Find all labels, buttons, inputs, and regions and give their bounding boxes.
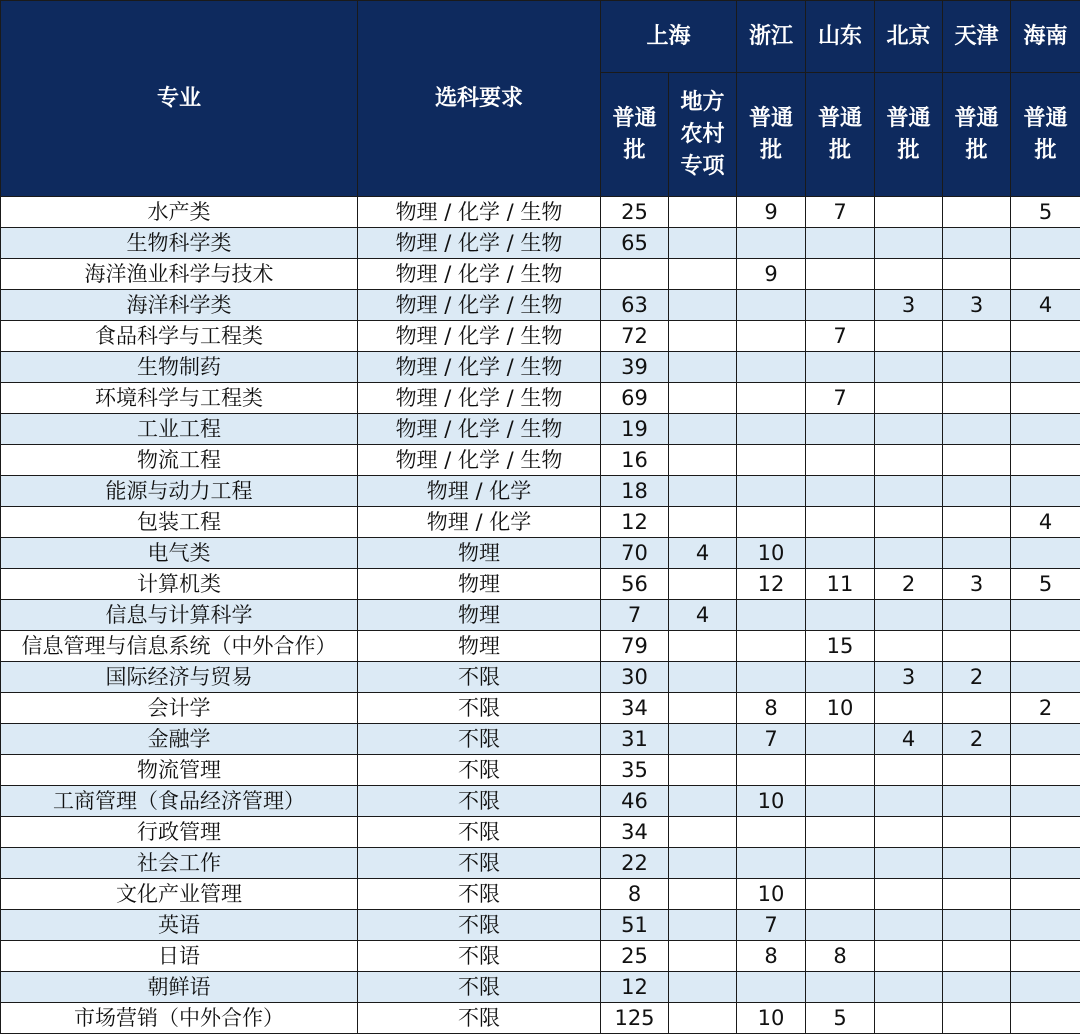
- cell-shanghai-regular: 56: [601, 569, 669, 600]
- cell-beijing-regular: [875, 476, 943, 507]
- cell-hainan-regular: [1011, 910, 1080, 941]
- cell-shanghai-regular: 22: [601, 848, 669, 879]
- cell-zhejiang-regular: 7: [737, 910, 806, 941]
- cell-tianjin-regular: [943, 507, 1011, 538]
- cell-beijing-regular: [875, 383, 943, 414]
- header-province-shanghai: 上海: [601, 1, 737, 73]
- cell-beijing-regular: 2: [875, 569, 943, 600]
- cell-subject-requirement: 物理 / 化学 / 生物: [358, 383, 601, 414]
- cell-shanghai-rural: [669, 662, 737, 693]
- cell-shanghai-regular: [601, 259, 669, 290]
- cell-beijing-regular: [875, 693, 943, 724]
- cell-hainan-regular: 2: [1011, 693, 1080, 724]
- cell-shanghai-regular: 65: [601, 228, 669, 259]
- cell-beijing-regular: [875, 228, 943, 259]
- cell-shanghai-regular: 19: [601, 414, 669, 445]
- cell-major: 生物制药: [1, 352, 358, 383]
- cell-shandong-regular: [806, 538, 875, 569]
- header-batch-sh-regular: 普通批: [601, 73, 669, 197]
- table-row: [1, 259, 1080, 290]
- cell-beijing-regular: [875, 817, 943, 848]
- cell-shanghai-regular: 12: [601, 507, 669, 538]
- cell-tianjin-regular: [943, 1003, 1011, 1034]
- cell-shanghai-regular: 72: [601, 321, 669, 352]
- cell-shandong-regular: [806, 972, 875, 1003]
- table-row: [1, 693, 1080, 724]
- cell-shanghai-rural: [669, 259, 737, 290]
- header-batch-zj-regular: 普通批: [737, 73, 806, 197]
- table-row: [1, 631, 1080, 662]
- cell-shanghai-regular: 70: [601, 538, 669, 569]
- header-province-shandong: 山东: [806, 1, 875, 73]
- cell-major: 能源与动力工程: [1, 476, 358, 507]
- cell-shanghai-regular: 79: [601, 631, 669, 662]
- cell-hainan-regular: [1011, 352, 1080, 383]
- header-batch-bj-regular: 普通批: [875, 73, 943, 197]
- table-row: [1, 600, 1080, 631]
- cell-shanghai-rural: 4: [669, 600, 737, 631]
- cell-beijing-regular: [875, 755, 943, 786]
- cell-hainan-regular: [1011, 383, 1080, 414]
- cell-beijing-regular: [875, 197, 943, 228]
- cell-shanghai-regular: 69: [601, 383, 669, 414]
- cell-shanghai-rural: [669, 941, 737, 972]
- cell-major: 会计学: [1, 693, 358, 724]
- table-row: [1, 755, 1080, 786]
- cell-shanghai-regular: 16: [601, 445, 669, 476]
- cell-subject-requirement: 不限: [358, 972, 601, 1003]
- cell-tianjin-regular: 3: [943, 569, 1011, 600]
- cell-shanghai-rural: [669, 290, 737, 321]
- cell-shanghai-rural: [669, 631, 737, 662]
- cell-hainan-regular: [1011, 259, 1080, 290]
- cell-shanghai-rural: [669, 383, 737, 414]
- cell-major: 计算机类: [1, 569, 358, 600]
- cell-zhejiang-regular: 12: [737, 569, 806, 600]
- cell-tianjin-regular: [943, 786, 1011, 817]
- cell-zhejiang-regular: [737, 290, 806, 321]
- cell-tianjin-regular: [943, 879, 1011, 910]
- table-row: [1, 352, 1080, 383]
- cell-hainan-regular: [1011, 321, 1080, 352]
- cell-subject-requirement: 不限: [358, 848, 601, 879]
- cell-subject-requirement: 物理 / 化学 / 生物: [358, 352, 601, 383]
- cell-tianjin-regular: [943, 755, 1011, 786]
- table-row: [1, 507, 1080, 538]
- cell-major: 英语: [1, 910, 358, 941]
- cell-beijing-regular: [875, 848, 943, 879]
- table-row: [1, 910, 1080, 941]
- header-province-hainan: 海南: [1011, 1, 1080, 73]
- cell-beijing-regular: [875, 910, 943, 941]
- cell-zhejiang-regular: 10: [737, 786, 806, 817]
- cell-shanghai-regular: 63: [601, 290, 669, 321]
- cell-shandong-regular: [806, 507, 875, 538]
- cell-shanghai-rural: [669, 228, 737, 259]
- cell-zhejiang-regular: [737, 972, 806, 1003]
- header-province-beijing: 北京: [875, 1, 943, 73]
- cell-subject-requirement: 不限: [358, 662, 601, 693]
- cell-tianjin-regular: 2: [943, 724, 1011, 755]
- cell-shandong-regular: [806, 352, 875, 383]
- cell-shanghai-rural: [669, 910, 737, 941]
- cell-shandong-regular: [806, 662, 875, 693]
- cell-zhejiang-regular: [737, 600, 806, 631]
- cell-hainan-regular: 5: [1011, 197, 1080, 228]
- cell-shandong-regular: [806, 414, 875, 445]
- cell-hainan-regular: [1011, 786, 1080, 817]
- cell-beijing-regular: [875, 538, 943, 569]
- cell-shanghai-regular: 51: [601, 910, 669, 941]
- cell-shandong-regular: [806, 259, 875, 290]
- header-batch-tj-regular: 普通批: [943, 73, 1011, 197]
- cell-shanghai-rural: [669, 414, 737, 445]
- table-row: [1, 383, 1080, 414]
- cell-shanghai-regular: 34: [601, 817, 669, 848]
- cell-shanghai-regular: 12: [601, 972, 669, 1003]
- cell-hainan-regular: [1011, 972, 1080, 1003]
- cell-tianjin-regular: [943, 383, 1011, 414]
- header-major: 专业: [1, 1, 358, 197]
- cell-zhejiang-regular: [737, 445, 806, 476]
- cell-tianjin-regular: [943, 538, 1011, 569]
- cell-beijing-regular: [875, 321, 943, 352]
- table-row: [1, 445, 1080, 476]
- cell-shandong-regular: [806, 600, 875, 631]
- cell-shandong-regular: 10: [806, 693, 875, 724]
- cell-zhejiang-regular: [737, 476, 806, 507]
- cell-subject-requirement: 物理: [358, 631, 601, 662]
- cell-major: 包装工程: [1, 507, 358, 538]
- cell-subject-requirement: 物理 / 化学 / 生物: [358, 197, 601, 228]
- cell-zhejiang-regular: 10: [737, 538, 806, 569]
- cell-major: 水产类: [1, 197, 358, 228]
- header-batch-sd-regular: 普通批: [806, 73, 875, 197]
- cell-major: 国际经济与贸易: [1, 662, 358, 693]
- cell-tianjin-regular: [943, 352, 1011, 383]
- table-row: [1, 972, 1080, 1003]
- cell-subject-requirement: 物理 / 化学 / 生物: [358, 321, 601, 352]
- cell-beijing-regular: [875, 445, 943, 476]
- cell-zhejiang-regular: [737, 228, 806, 259]
- cell-hainan-regular: [1011, 631, 1080, 662]
- cell-hainan-regular: [1011, 941, 1080, 972]
- table-row: [1, 569, 1080, 600]
- cell-tianjin-regular: 3: [943, 290, 1011, 321]
- cell-shanghai-regular: 34: [601, 693, 669, 724]
- cell-subject-requirement: 物理 / 化学 / 生物: [358, 228, 601, 259]
- table-row: [1, 786, 1080, 817]
- cell-major: 市场营销（中外合作）: [1, 1003, 358, 1034]
- cell-shandong-regular: [806, 724, 875, 755]
- cell-shanghai-rural: 4: [669, 538, 737, 569]
- cell-shanghai-rural: [669, 569, 737, 600]
- cell-shanghai-regular: 125: [601, 1003, 669, 1034]
- cell-major: 行政管理: [1, 817, 358, 848]
- header-row-provinces: [1, 1, 1080, 73]
- cell-tianjin-regular: [943, 941, 1011, 972]
- cell-shanghai-rural: [669, 972, 737, 1003]
- cell-zhejiang-regular: [737, 848, 806, 879]
- table-row: [1, 662, 1080, 693]
- cell-major: 信息与计算科学: [1, 600, 358, 631]
- cell-hainan-regular: [1011, 445, 1080, 476]
- cell-hainan-regular: 4: [1011, 507, 1080, 538]
- cell-shanghai-regular: 8: [601, 879, 669, 910]
- cell-subject-requirement: 物理 / 化学: [358, 507, 601, 538]
- cell-shandong-regular: 7: [806, 197, 875, 228]
- cell-shandong-regular: [806, 228, 875, 259]
- cell-hainan-regular: [1011, 476, 1080, 507]
- cell-beijing-regular: [875, 631, 943, 662]
- cell-shanghai-regular: 46: [601, 786, 669, 817]
- cell-shandong-regular: [806, 879, 875, 910]
- cell-subject-requirement: 物理 / 化学 / 生物: [358, 290, 601, 321]
- cell-shandong-regular: [806, 817, 875, 848]
- table-row: [1, 538, 1080, 569]
- cell-major: 金融学: [1, 724, 358, 755]
- table-row: [1, 848, 1080, 879]
- cell-shandong-regular: [806, 445, 875, 476]
- cell-subject-requirement: 不限: [358, 786, 601, 817]
- cell-tianjin-regular: [943, 228, 1011, 259]
- cell-subject-requirement: 物理: [358, 538, 601, 569]
- cell-hainan-regular: [1011, 755, 1080, 786]
- cell-hainan-regular: [1011, 600, 1080, 631]
- cell-shandong-regular: 7: [806, 383, 875, 414]
- cell-zhejiang-regular: [737, 631, 806, 662]
- cell-beijing-regular: [875, 972, 943, 1003]
- cell-zhejiang-regular: 8: [737, 941, 806, 972]
- cell-shanghai-regular: 25: [601, 197, 669, 228]
- cell-hainan-regular: [1011, 662, 1080, 693]
- cell-shanghai-rural: [669, 786, 737, 817]
- cell-zhejiang-regular: 10: [737, 879, 806, 910]
- cell-hainan-regular: [1011, 817, 1080, 848]
- cell-shanghai-regular: 39: [601, 352, 669, 383]
- cell-zhejiang-regular: [737, 383, 806, 414]
- cell-zhejiang-regular: 8: [737, 693, 806, 724]
- cell-subject-requirement: 物理 / 化学: [358, 476, 601, 507]
- cell-major: 社会工作: [1, 848, 358, 879]
- cell-shandong-regular: [806, 910, 875, 941]
- cell-shanghai-regular: 18: [601, 476, 669, 507]
- cell-shandong-regular: [806, 848, 875, 879]
- cell-major: 电气类: [1, 538, 358, 569]
- cell-zhejiang-regular: [737, 414, 806, 445]
- cell-major: 物流管理: [1, 755, 358, 786]
- cell-major: 文化产业管理: [1, 879, 358, 910]
- cell-tianjin-regular: [943, 631, 1011, 662]
- cell-subject-requirement: 物理 / 化学 / 生物: [358, 445, 601, 476]
- cell-subject-requirement: 不限: [358, 1003, 601, 1034]
- cell-major: 物流工程: [1, 445, 358, 476]
- cell-tianjin-regular: [943, 817, 1011, 848]
- cell-major: 海洋科学类: [1, 290, 358, 321]
- cell-tianjin-regular: [943, 321, 1011, 352]
- cell-tianjin-regular: [943, 197, 1011, 228]
- table-row: [1, 879, 1080, 910]
- table-row: [1, 290, 1080, 321]
- cell-zhejiang-regular: [737, 662, 806, 693]
- cell-beijing-regular: 3: [875, 290, 943, 321]
- cell-shanghai-rural: [669, 817, 737, 848]
- cell-major: 海洋渔业科学与技术: [1, 259, 358, 290]
- cell-major: 环境科学与工程类: [1, 383, 358, 414]
- cell-tianjin-regular: [943, 910, 1011, 941]
- cell-hainan-regular: [1011, 1003, 1080, 1034]
- table-row: [1, 817, 1080, 848]
- cell-subject-requirement: 不限: [358, 755, 601, 786]
- table-body: [1, 197, 1080, 1034]
- cell-hainan-regular: 5: [1011, 569, 1080, 600]
- cell-shanghai-regular: 30: [601, 662, 669, 693]
- cell-tianjin-regular: [943, 445, 1011, 476]
- cell-shandong-regular: 8: [806, 941, 875, 972]
- cell-subject-requirement: 物理 / 化学 / 生物: [358, 414, 601, 445]
- cell-zhejiang-regular: [737, 755, 806, 786]
- cell-subject-requirement: 不限: [358, 693, 601, 724]
- cell-major: 生物科学类: [1, 228, 358, 259]
- cell-shanghai-rural: [669, 507, 737, 538]
- cell-shanghai-rural: [669, 352, 737, 383]
- cell-subject-requirement: 不限: [358, 724, 601, 755]
- cell-hainan-regular: [1011, 414, 1080, 445]
- cell-tianjin-regular: [943, 414, 1011, 445]
- cell-major: 工业工程: [1, 414, 358, 445]
- cell-shandong-regular: [806, 476, 875, 507]
- cell-shanghai-rural: [669, 755, 737, 786]
- table-row: [1, 228, 1080, 259]
- cell-zhejiang-regular: 9: [737, 259, 806, 290]
- header-province-zhejiang: 浙江: [737, 1, 806, 73]
- cell-hainan-regular: 4: [1011, 290, 1080, 321]
- cell-tianjin-regular: [943, 600, 1011, 631]
- cell-shanghai-rural: [669, 693, 737, 724]
- cell-beijing-regular: [875, 879, 943, 910]
- cell-tianjin-regular: [943, 972, 1011, 1003]
- cell-shandong-regular: [806, 786, 875, 817]
- header-province-tianjin: 天津: [943, 1, 1011, 73]
- cell-shandong-regular: [806, 755, 875, 786]
- cell-shanghai-rural: [669, 476, 737, 507]
- table-row: [1, 724, 1080, 755]
- cell-subject-requirement: 物理 / 化学 / 生物: [358, 259, 601, 290]
- cell-hainan-regular: [1011, 538, 1080, 569]
- table-row: [1, 476, 1080, 507]
- cell-tianjin-regular: [943, 848, 1011, 879]
- cell-subject-requirement: 不限: [358, 910, 601, 941]
- cell-zhejiang-regular: [737, 507, 806, 538]
- cell-beijing-regular: 3: [875, 662, 943, 693]
- cell-tianjin-regular: [943, 476, 1011, 507]
- cell-beijing-regular: [875, 941, 943, 972]
- cell-hainan-regular: [1011, 228, 1080, 259]
- header-batch-sh-rural: 地方农村专项: [669, 73, 737, 197]
- cell-major: 工商管理（食品经济管理）: [1, 786, 358, 817]
- cell-shanghai-rural: [669, 197, 737, 228]
- cell-major: 朝鲜语: [1, 972, 358, 1003]
- cell-zhejiang-regular: [737, 817, 806, 848]
- cell-hainan-regular: [1011, 848, 1080, 879]
- cell-subject-requirement: 物理: [358, 569, 601, 600]
- cell-major: 日语: [1, 941, 358, 972]
- cell-shanghai-rural: [669, 848, 737, 879]
- cell-shanghai-rural: [669, 724, 737, 755]
- cell-beijing-regular: [875, 507, 943, 538]
- cell-beijing-regular: [875, 352, 943, 383]
- cell-beijing-regular: [875, 1003, 943, 1034]
- cell-shanghai-rural: [669, 1003, 737, 1034]
- cell-hainan-regular: [1011, 879, 1080, 910]
- cell-shandong-regular: 11: [806, 569, 875, 600]
- cell-shanghai-regular: 35: [601, 755, 669, 786]
- cell-major: 食品科学与工程类: [1, 321, 358, 352]
- cell-hainan-regular: [1011, 724, 1080, 755]
- cell-zhejiang-regular: 10: [737, 1003, 806, 1034]
- cell-subject-requirement: 不限: [358, 817, 601, 848]
- cell-zhejiang-regular: [737, 352, 806, 383]
- cell-subject-requirement: 不限: [358, 941, 601, 972]
- cell-beijing-regular: [875, 259, 943, 290]
- header-subject-requirement: 选科要求: [358, 1, 601, 197]
- cell-shandong-regular: 7: [806, 321, 875, 352]
- cell-shanghai-rural: [669, 321, 737, 352]
- cell-tianjin-regular: 2: [943, 662, 1011, 693]
- header-batch-hn-regular: 普通批: [1011, 73, 1080, 197]
- table-row: [1, 197, 1080, 228]
- cell-subject-requirement: 物理: [358, 600, 601, 631]
- cell-tianjin-regular: [943, 693, 1011, 724]
- cell-beijing-regular: [875, 786, 943, 817]
- table-row: [1, 414, 1080, 445]
- table-header: [1, 1, 1080, 197]
- cell-shanghai-regular: 31: [601, 724, 669, 755]
- table-row: [1, 941, 1080, 972]
- cell-shandong-regular: 5: [806, 1003, 875, 1034]
- cell-beijing-regular: [875, 600, 943, 631]
- cell-zhejiang-regular: [737, 321, 806, 352]
- cell-shandong-regular: [806, 290, 875, 321]
- cell-shanghai-rural: [669, 445, 737, 476]
- cell-zhejiang-regular: 9: [737, 197, 806, 228]
- cell-shanghai-rural: [669, 879, 737, 910]
- cell-subject-requirement: 不限: [358, 879, 601, 910]
- cell-shandong-regular: 15: [806, 631, 875, 662]
- cell-beijing-regular: 4: [875, 724, 943, 755]
- cell-shanghai-regular: 7: [601, 600, 669, 631]
- cell-tianjin-regular: [943, 259, 1011, 290]
- cell-beijing-regular: [875, 414, 943, 445]
- cell-major: 信息管理与信息系统（中外合作）: [1, 631, 358, 662]
- cell-zhejiang-regular: 7: [737, 724, 806, 755]
- table-row: [1, 1003, 1080, 1034]
- table-row: [1, 321, 1080, 352]
- cell-shanghai-regular: 25: [601, 941, 669, 972]
